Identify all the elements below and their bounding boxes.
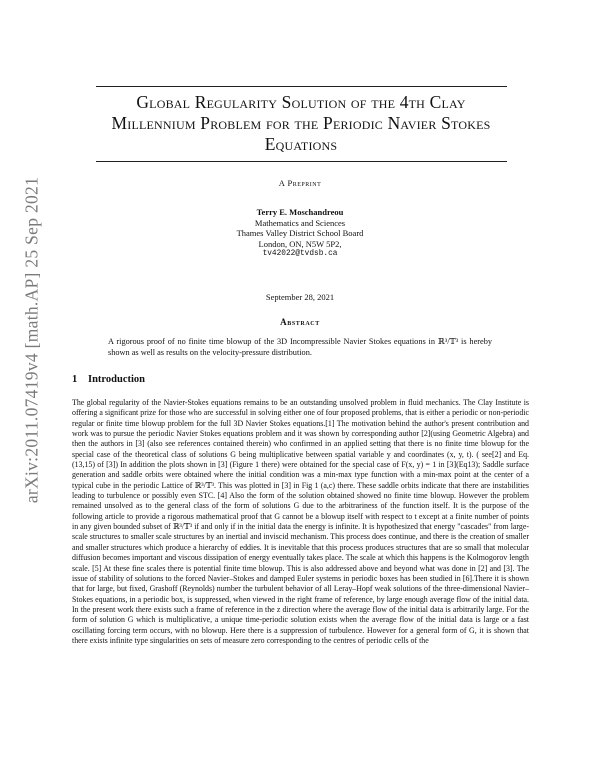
paper-title	[90, 92, 512, 155]
arxiv-identifier: arXiv:2011.07419v4 [math.AP] 25 Sep 2021	[21, 176, 42, 503]
abstract-heading: Abstract	[280, 317, 320, 327]
section-heading	[72, 374, 145, 385]
introduction-body: The global regularity of the Navier-Stokes equations remains to be an outstanding unsolved problem in fluid mechanics. The Clay Institute is offering a significant prize for those who are successful in solving either one of four proposed problems, that is either a periodic or non-periodic regular or finite time blowup problem for the full 3D Navier Stokes equations.[1] The motivation behind the author's present contribution and work was to pursue the periodic Navier Stokes equations problem and it was shown by corresponding author [2](using Geometric Algebra) and then the authors in [3] (also see references contained therein) who confirmed in an applied setting that there is no finite time blowup for the special case of the theoretical class of solutions G being multiplicative between spatial variable y and coordinates (x, y, t). ( see[2] and Eq.(13,15) of [3]) In addition the plots shown in [3] (Figure 1 there) were obtained for the special case of F(x, y) = 1 in [3](Eq13); Saddle surface generation and saddle orbits were obtained where the initial condition was a min-max type function with a min-max point at the center of a typical cube in the periodic Lattice of ℝ³/𝕋³. This was plotted in [3] in Fig 1 (a,c) there. These saddle orbits indicate that there are instabilities leading to turbulence or possibly even STC. [4] Also the form of the solution obtained showed no finite time blowup. However the problem remained unsolved as to the general class of the form of solutions G due to the arbitrariness of the function itself. It is the purpose of the following article to provide a rigorous mathematical proof that G cannot be a blowup itself with respect to t except at a finite number of points in any given bounded subset of ℝ³/𝕋³ if and only if in the initial data the energy is infinite. It is hypothesized that energy "cascades" from large-scale structures to smaller scale structures by an inertial and inviscid mechanism. This process does continue, and there is the creation of smaller and smaller structures which produce a hierarchy of eddies. It is inevitable that this process produces structures that are so small that molecular diffusion becomes important and viscous dissipation of energy eventually takes place. The scale at which this happens is the Kolmogorov length scale. [5] At these fine scales there is potential finite time blowup. This is also addressed above and beyond what was done in [2] and [3]. The issue of stability of solutions to the forced Navier–Stokes and damped Euler systems in periodic boxes has been studied in [6].There it is shown that for large, but fixed, Grashoff (Reynolds) number the turbulent behavior of all Leray–Hopf weak solutions of the three-dimensional Navier–Stokes equations, in a periodic box, is suppressed, when viewed in the right frame of reference, by large enough average flow of the initial data. In the present work there exists such a frame of reference in the z direction where the average flow of the initial data is arbitrarily large. For the form of solution G which is multiplicative, a unique time-periodic solution exists when the average flow of the initial data is large or a fast oscillating forcing term occurs, with no blowup. Here there is a suppression of turbulence. However for a general form of G, it is shown that there exists infinite type singularities on sets of measure zero corresponding to the centres of periodic cells of the	[72, 398, 529, 645]
paper-date: September 28, 2021	[265, 292, 335, 302]
arxiv-sidebar-stamp	[20, 82, 44, 597]
preprint-label: A Preprint	[278, 178, 322, 188]
title-bottom-rule	[96, 161, 507, 162]
author-block	[100, 207, 500, 260]
abstract-text: A rigorous proof of no finite time blowup of the 3D Incompressible Navier Stokes equations in ℝ³/𝕋³ is hereby shown as well as results on the velocity-pressure distribution.	[108, 337, 492, 357]
author-email: tv42022@tvdsb.ca	[262, 250, 338, 258]
author-name: Terry E. Moschandreou	[256, 207, 344, 217]
author-board: Thames Valley District School Board	[236, 228, 364, 238]
section-title: Introduction	[88, 374, 145, 385]
title-line: Equations	[264, 134, 338, 154]
section-number: 1	[72, 374, 78, 385]
title-top-rule	[96, 86, 507, 87]
author-address: London, ON, N5W 5P2,	[258, 238, 342, 249]
title-line: Global Regularity Solution of the 4th Clay	[136, 92, 466, 112]
author-department: Mathematics and Sciences	[254, 217, 346, 228]
title-line: Millennium Problem for the Periodic Navier Stokes	[111, 113, 491, 133]
